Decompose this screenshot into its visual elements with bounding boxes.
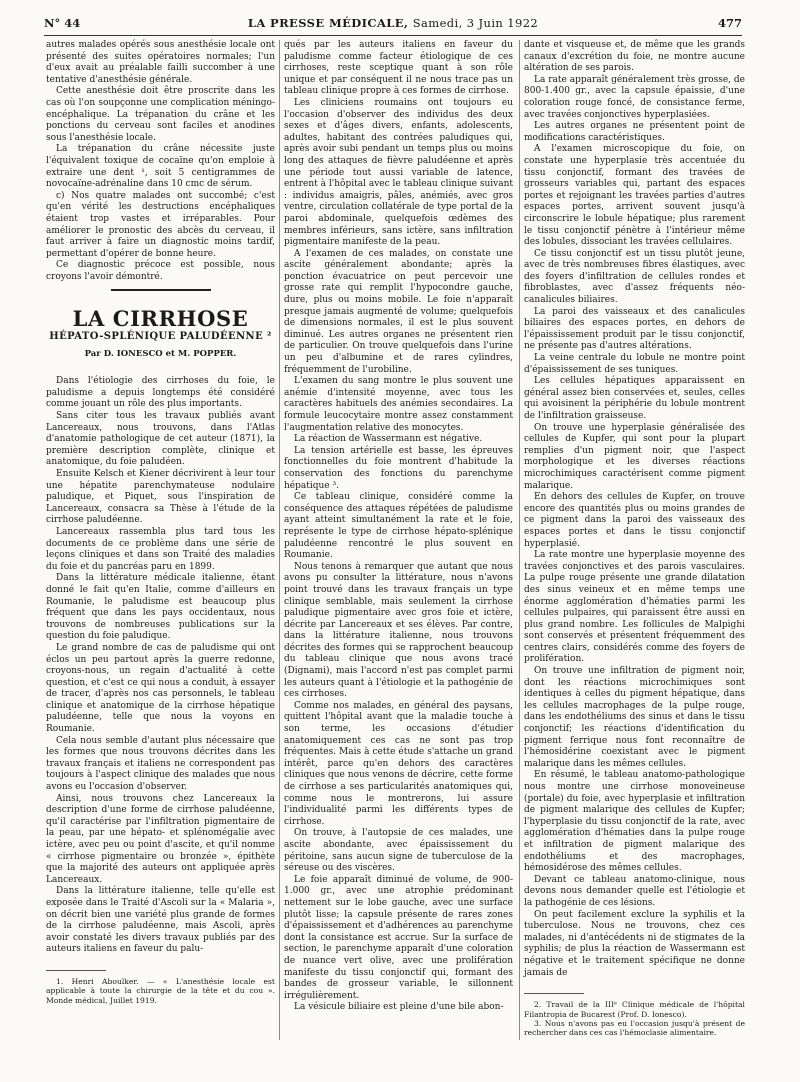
paragraph: Dans la littérature médicale italienne, étant donné le fait qu'en Italie, comme d'ailleurs en Roumanie, le paludisme est beaucoup plus fréquent que dans les pays occidentaux, nous trouvons de nombreuses publications sur la question du foie paludique. [46, 573, 275, 642]
paragraph: Sans citer tous les travaux publiés avant Lancereaux, nous trouvons, dans l'Atlas d'anatomie pathologique de cet auteur (1871), la première description complète, clinique et anatomique, du foie paludéen. [46, 411, 275, 468]
article-title: LA CIRRHOSE [72, 306, 249, 332]
footnotes [46, 977, 275, 1005]
paragraph: Les autres organes ne présentent point de modifications caractéristiques. [524, 121, 745, 143]
paragraph: La paroi des vaisseaux et des canalicules biliaires des espaces portes, en dehors de l'épaississement produit par le tissu conjonctif, ne présente pas d'autres altérations. [524, 306, 745, 352]
paragraph: autres malades opérés sous anesthésie locale ont présenté des suites opératoires normales; l'un d'eux avait au préalable failli succomber à une tentative d'anesthésie générale. [46, 40, 275, 85]
header-rule [44, 35, 742, 36]
paragraph: La tension artérielle est basse, les épreuves fonctionnelles du foie montrent d'habitude la conservation des fonctions du parenchyme hépatique ³. [284, 445, 513, 491]
paragraph: En résumé, le tableau anatomo-pathologique nous montre une cirrhose monoveineuse (portale) du foie, avec hyperplasie et infiltration de pigment malarique des cellules de Kupfer; l'hyperplasie du tissu conjonctif de la rate, avec agglomération d'hématies dans la pulpe rouge et infiltration de pigment malarique des endothéliums et des macrophages, hémosidérose des mêmes cellules. [524, 770, 745, 874]
footnote-2: 2. Travail de la IIIᵉ Clinique médicale de l'hôpital Filantropia de Bucarest (Prof. D. Ionesco). [524, 1000, 745, 1019]
paragraph: Ce tableau clinique, considéré comme la conséquence des attaques répétées de paludisme ayant atteint simultanément la rate et le foie, représente le type de cirrhose hépato-splénique paludéenne rencontré le plus souvent en Roumanie. [284, 492, 513, 561]
issue-date: Samedi, 3 Juin 1922 [412, 16, 539, 30]
paragraph: Nous tenons à remarquer que autant que nous avons pu consulter la littérature, nous n'avons point trouvé dans les travaux français un type clinique semblable, mais seulement la cirrhose paludique pigmentaire avec gros foie et ictère, décrite par Lancereaux et ses élèves. Par contre, dans la littérature italienne, nous trouvons décrites des formes qui se rapprochent beaucoup du tableau clinique que nous avons tracé (Dignami), mais l'accord n'est pas complet parmi les auteurs quant à l'étiologie et la pathogénie de ces cirrhoses. [284, 561, 513, 700]
column-3 [524, 40, 745, 1038]
footnote-1: 1. Henri Aboulker. — « L'anesthésie locale est applicable à toute la chirurgie de la tête et du cou ». Monde médical, Juillet 1919. [46, 976, 275, 1005]
paragraph: Les cellules hépatiques apparaissent en général assez bien conservées et, seules, celles qui avoisinent la périphérie du lobule montrent de l'infiltration graisseuse. [524, 376, 745, 421]
paragraph: La rate apparaît généralement très grosse, de 800-1.400 gr., avec la capsule épaissie, d'une coloration rouge foncé, de consistance ferme, avec travées conjonctives hyperplasiées. [524, 74, 745, 120]
paragraph: Le grand nombre de cas de paludisme qui ont éclos un peu partout après la guerre redonne, croyons-nous, un regain d'actualité à cette question, et c'est ce qui nous a conduit, à essayer de tracer, d'après nos cas personnels, le tableau clinique et anatomique de la cirrhose hépatique paludéenne, telle que nous la voyons en Roumanie. [46, 642, 275, 735]
paragraph: Cela nous semble d'autant plus nécessaire que les formes que nous trouvons décrites dans les travaux français et italiens ne correspondent pas toujours à l'aspect clinique des malades que nous avons eu l'occasion d'observer. [46, 735, 275, 793]
paragraph: Dans l'étiologie des cirrhoses du foie, le paludisme a depuis longtemps été considéré comme jouant un rôle des plus importants. [46, 376, 275, 410]
issue-number: N° 44 [44, 16, 81, 30]
title-rule [111, 289, 211, 291]
column-divider-2 [519, 40, 520, 1040]
column-divider-1 [279, 40, 280, 1040]
paragraph: La vésicule biliaire est pleine d'une bile abon- [294, 1002, 504, 1013]
footnotes [524, 1000, 745, 1038]
running-header [44, 16, 742, 34]
paragraph: dante et visqueuse et, de même que les grands canaux d'excrétion du foie, ne montre aucune altération de ses parois. [524, 40, 745, 74]
footnote-rule [46, 970, 106, 971]
article-authors: Par D. IONESCO et M. POPPER. [84, 348, 237, 359]
page-number: 477 [717, 16, 742, 30]
paragraph: Ce tissu conjonctif est un tissu plutôt jeune, avec de très nombreuses fibres élastiques, avec des foyers d'infiltration de cellules rondes et fibroblastes, avec d'assez fréquents néo-canalicules biliaires. [524, 248, 745, 306]
column-1 [46, 40, 275, 1005]
paragraph: Ce diagnostic précoce est possible, nous croyons l'avoir démontré. [46, 260, 275, 282]
paragraph: Devant ce tableau anatomo-clinique, nous devons nous demander quelle est l'étiologie et la pathogénie de ces lésions. [524, 874, 745, 908]
article-subtitle: HÉPATO-SPLÉNIQUE PALUDÉENNE ² [49, 331, 272, 343]
journal-name: LA PRESSE MÉDICALE, [247, 16, 409, 30]
paragraph: L'examen du sang montre le plus souvent une anémie d'intensité moyenne, avec tous les caractères habituels des anémies secondaires. La formule leucocytaire montre assez constamment l'augmentation relative des monocytes. [284, 376, 513, 433]
paragraph: Ensuite Kelsch et Kiener décrivirent à leur tour une hépatite parenchymateuse nodulaire paludique, et Piquet, sous l'inspiration de Lancereaux, consacra sa Thèse à l'étude de la cirrhose paludéenne. [46, 469, 275, 526]
footnote-rule [524, 993, 584, 994]
paragraph: Ainsi, nous trouvons chez Lancereaux la description d'une forme de cirrhose paludéenne, qu'il caractérise par l'infiltration pigmentaire de la peau, par une hépato- et splénomégalie avec ictère, avec peu ou point d'ascite, et qu'il nomme « cirrhose pigmentaire ou bronzée », épithète que la majorité des auteurs ont appliquée après Lancereaux. [46, 793, 275, 885]
column-2 [284, 40, 513, 1014]
paragraph: Le foie apparaît diminué de volume, de 900-1.000 gr., avec une atrophie prédominant nettement sur le lobe gauche, avec une surface plutôt lisse; la capsule présente de rares zones d'épaississement et d'adhérences au parenchyme dont la consistance est accrue. Sur la surface de section, le parenchyme apparaît d'une coloration de nuance vert olive, avec une prolifération manifeste du tissu conjonctif qui, formant des bandes de grosseur variable, le sillonnent irrégulièrement. [284, 874, 513, 1001]
paragraph: En dehors des cellules de Kupfer, on trouve encore des quantités plus ou moins grandes de ce pigment dans la paroi des vaisseaux des espaces portes et dans le tissu conjonctif hyperplasié. [524, 492, 745, 549]
paragraph: La rate montre une hyperplasie moyenne des travées conjonctives et des parois vasculaires. La pulpe rouge présente une grande dilatation des sinus veineux et en même temps une énorme agglomération d'hématies parmi les cellules pulpaires, qui paraissent être aussi en plus grand nombre. Les follicules de Malpighi sont conservés et présentent fréquemment des centres clairs, considérés comme des foyers de prolifération. [524, 550, 745, 665]
paragraph: La réaction de Wassermann est négative. [294, 434, 483, 445]
paragraph: Cette anesthésie doit être proscrite dans les cas où l'on soupçonne une complication méningo-encéphalique. La trépanation du crâne et les ponctions du cerveau sont faciles et anodines sous l'anesthésie locale. [46, 86, 275, 143]
article-heading [46, 306, 275, 360]
paragraph: On trouve une hyperplasie généralisée des cellules de Kupfer, qui sont pour la plupart remplies d'un pigment noir, que l'aspect morphologique et les diverses réactions microchimiques caractérisent comme pigment malarique. [524, 422, 745, 491]
paragraph: Les cliniciens roumains ont toujours eu l'occasion d'observer des individus des deux sexes et d'âges divers, enfants, adolescents, adultes, habitant des contrées paludiques qui, après avoir subi pendant un temps plus ou moins long des attaques de fièvre paludéenne et après une période tout aussi variable de latence, entrent à l'hôpital avec le tableau clinique suivant : individus amaigris, pâles, anémiés, avec gros ventre, circulation collatérale de type portal de la paroi abdominale, quelquefois œdèmes des membres inférieurs, sans ictère, sans infiltration pigmentaire manifeste de la peau. [284, 97, 513, 248]
paragraph: La trépanation du crâne nécessite juste l'équivalent toxique de cocaïne qu'on emploie à extraire une dent ¹, soit 5 centigrammes de novocaïne-adrénaline dans 10 cmc de sérum. [46, 144, 275, 190]
paragraph: A l'examen microscopique du foie, on constate une hyperplasie très accentuée du tissu conjonctif, formant des travées de grosseurs variables qui, partant des espaces portes et rejoignant les travées parties d'autres espaces portes, arrivent souvent jusqu'à circonscrire le lobule hépatique; plus rarement le tissu conjonctif pénètre à l'intérieur même des lobules, dissociant les travées cellulaires. [524, 144, 745, 248]
paragraph: On trouve, à l'autopsie de ces malades, une ascite abondante, avec épaississement du péritoine, sans aucun signe de tuberculose de la séreuse ou des viscères. [284, 828, 513, 874]
paragraph: qués par les auteurs italiens en faveur du paludisme comme facteur étiologique de ces cirrhoses, reste sceptique quant à son rôle unique et par conséquent il ne nous trace pas un tableau clinique propre à ces formes de cirrhose. [284, 40, 513, 97]
paragraph: La veine centrale du lobule ne montre point d'épaississement de ses tuniques. [524, 353, 745, 375]
paragraph: Comme nos malades, en général des paysans, quittent l'hôpital avant que la maladie touche à son terme, les occasions d'étudier anatomiquement ces cas ne sont pas trop fréquentes. Mais à cette étude s'attache un grand intérêt, parce qu'en dehors des caractères cliniques que nous venons de décrire, cette forme de cirrhose a ses particularités anatomiques qui, comme nous le montrerons, lui assure l'individualité parmi les différents types de cirrhose. [284, 700, 513, 827]
paragraph: A l'examen de ces malades, on constate une ascite généralement abondante; après la ponction évacuatrice on peut percevoir une grosse rate qui remplit l'hypocondre gauche, dure, plus ou moins mobile. Le foie n'apparaît presque jamais augmenté de volume; quelquefois de dimensions normales, il est le plus souvent diminué. Les autres organes ne présentent rien de particulier. On trouve quelquefois dans l'urine un peu d'albumine et de rares cylindres, fréquemment de l'urobiline. [284, 248, 513, 375]
journal-title [44, 16, 742, 30]
paragraph: On trouve une infiltration de pigment noir, dont les réactions microchimiques sont identiques à celles du pigment hépatique, dans les cellules macrophages de la pulpe rouge, dans les endothéliums des sinus et dans le tissu conjonctif; les réactions d'identification du pigment ferrique nous font reconnaître de l'hémosidérine coexistant avec le pigment malarique dans les mêmes cellules. [524, 666, 745, 769]
footnote-3: 3. Nous n'avons pas eu l'occasion jusqu'à présent de rechercher dans ces cas l'hémoclasie alimentaire. [524, 1018, 745, 1038]
paragraph: Lancereaux rassembla plus tard tous les documents de ce problème dans une série de leçons cliniques et dans son Traité des maladies du foie et du pancréas paru en 1899. [46, 526, 275, 572]
paragraph: On peut facilement exclure la syphilis et la tuberculose. Nous ne trouvons, chez ces malades, ni d'antécédents ni de stigmates de la syphilis; de plus la réaction de Wassermann est négative et le traitement spécifique ne donne jamais de [524, 909, 745, 978]
paragraph: c) Nos quatre malades ont succombé; c'est qu'en vérité les destructions encéphaliques étaient trop vastes et irréparables. Pour améliorer le pronostic des abcès du cerveau, il faut arriver à faire un diagnostic moins tardif, permettant d'opérer de bonne heure. [46, 190, 275, 259]
paragraph: Dans la littérature italienne, telle qu'elle est exposée dans le Traité d'Ascoli sur la « Malaria », on décrit bien une variété plus grande de formes de la cirrhose paludéenne, mais Ascoli, après avoir constaté les divers travaux publiés par des auteurs italiens en faveur du palu- [46, 886, 275, 955]
